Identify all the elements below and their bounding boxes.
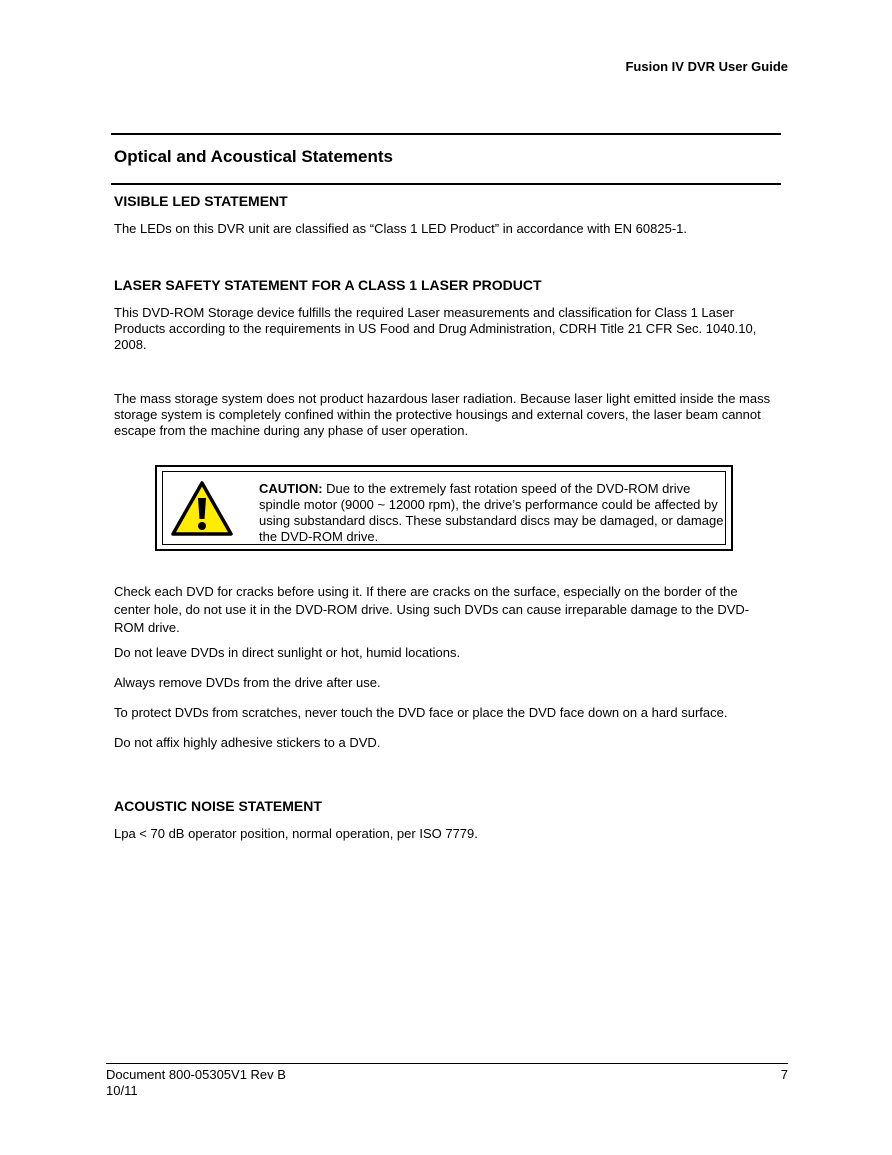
caution-text xyxy=(259,481,729,545)
caution-body: Due to the extremely fast rotation speed of the DVD-ROM drive spindle motor (9000 ~ 12000 rpm), the drive’s performance could be affected by using substandard discs. These substandard discs may be damaged, or damage the DVD-ROM drive. xyxy=(259,481,724,544)
caution-label: CAUTION: xyxy=(259,481,323,496)
acoustic-text: Lpa < 70 dB operator position, normal operation, per ISO 7779. xyxy=(114,826,478,841)
running-header: Fusion IV DVR User Guide xyxy=(625,59,788,74)
footer-date: 10/11 xyxy=(106,1083,138,1098)
laser-paragraph-2: The mass storage system does not product hazardous laser radiation. Because laser light emitted inside the mass storage system is completely confined within the protective housings and external covers, the laser beam cannot escape from the machine during any phase of user operation. xyxy=(114,391,771,438)
section-top-rule xyxy=(111,133,781,135)
led-text: The LEDs on this DVR unit are classified as “Class 1 LED Product” in accordance with EN 60825-1. xyxy=(114,221,687,236)
laser-heading: LASER SAFETY STATEMENT FOR A CLASS 1 LASER PRODUCT xyxy=(114,277,542,293)
dvd-care-paragraph-5: Do not affix highly adhesive stickers to a DVD. xyxy=(114,735,381,750)
led-heading: VISIBLE LED STATEMENT xyxy=(114,193,288,209)
dvd-care-paragraph-3: Always remove DVDs from the drive after use. xyxy=(114,675,381,690)
footer-document-info xyxy=(106,1067,286,1099)
footer-doc-number: Document 800-05305V1 Rev B xyxy=(106,1067,286,1082)
warning-triangle-icon xyxy=(170,480,234,538)
laser-paragraph-1: This DVD-ROM Storage device fulfills the required Laser measurements and classification for Class 1 Laser Products according to the requirements in US Food and Drug Administration, CDRH Title 21 CFR Sec. 1040.10, 2008. xyxy=(114,305,757,352)
dvd-care-paragraph-4: To protect DVDs from scratches, never touch the DVD face or place the DVD face down on a hard surface. xyxy=(114,705,728,720)
section-title: Optical and Acoustical Statements xyxy=(114,147,393,166)
section-bottom-rule xyxy=(111,183,781,185)
caution-box-inner xyxy=(162,471,726,545)
page-number: 7 xyxy=(780,1067,788,1082)
footer-rule xyxy=(106,1063,788,1064)
acoustic-heading: ACOUSTIC NOISE STATEMENT xyxy=(114,798,322,814)
caution-box xyxy=(155,465,733,551)
dvd-care-paragraph-1: Check each DVD for cracks before using it. If there are cracks on the surface, especially on the border of the center hole, do not use it in the DVD-ROM drive. Using such DVDs can cause irreparable damage to the DVD-ROM drive. xyxy=(114,584,750,635)
dvd-care-paragraph-2: Do not leave DVDs in direct sunlight or hot, humid locations. xyxy=(114,645,461,660)
